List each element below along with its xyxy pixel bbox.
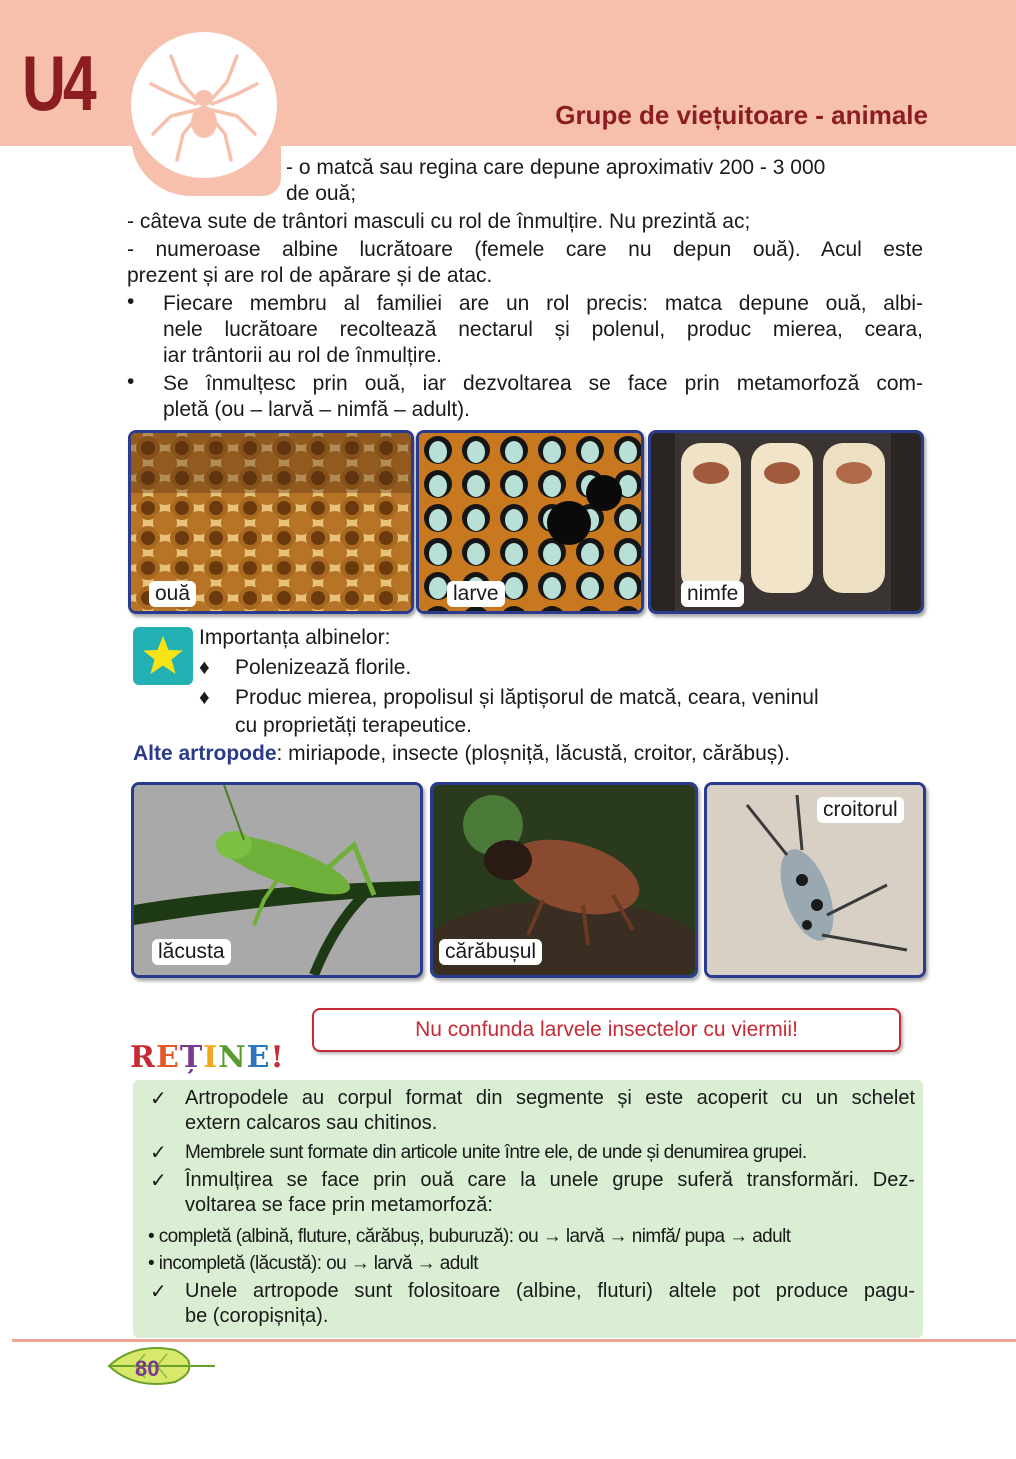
drones-line: - câteva sute de trântori masculi cu rol de înmulțire. Nu prezintă ac; [127, 210, 751, 233]
bullet-2-line-1: Se înmulțesc prin ouă, iar dezvoltarea se face prin metamorfoză com- [163, 372, 923, 395]
importance-title: Importanța albinelor: [199, 626, 391, 649]
retine-letter: E [246, 1040, 271, 1075]
summary-item-4-line-1: Unele artropode sunt folositoare (albine, fluturi) altele pot produce pagu- [185, 1280, 915, 1302]
bullet-symbol: • [127, 290, 135, 313]
other-arthropods-label: Alte artropode [133, 742, 277, 765]
check-icon: ✓ [150, 1170, 167, 1192]
warning-box: Nu confunda larvele insectelor cu viermii! [312, 1008, 901, 1052]
diamond-bullet: ♦ [199, 686, 210, 709]
metamorphosis-complete: • completă (albină, fluture, cărăbuș, buburuză): ou → larvă → nimfă/ pupa → adult [148, 1226, 791, 1247]
other-arthropods-text: : miriapode, insecte (ploșniță, lăcustă, croitor, cărăbuș). [276, 742, 791, 765]
other-arthropods [133, 742, 790, 766]
unit-number: U4 [22, 39, 94, 127]
summary-item-4-line-2: be (coropișnița). [185, 1305, 329, 1327]
bullet-1-line-3: iar trântorii au rol de înmulțire. [163, 344, 442, 367]
summary-item-2: Membrele sunt formate din articole unite între ele, de unde și denumirea grupei. [185, 1142, 807, 1163]
workers-line-1: - numeroase albine lucrătoare (femele care nu depun ouă). Acul este [127, 238, 923, 261]
photo-label-eggs: ouă [149, 581, 196, 607]
summary-item-3-line-2: voltarea se face prin metamorfoză: [185, 1194, 493, 1216]
diamond-bullet: ♦ [199, 656, 210, 679]
summary-item-3-line-1: Înmulțirea se face prin ouă care la unele grupe suferă transformări. Dez- [185, 1169, 915, 1191]
summary-item-1-line-1: Artropodele au corpul format din segmente și este acoperit cu un schelet [185, 1087, 915, 1109]
photo-larvae [416, 430, 644, 614]
photo-label-larvae: larve [447, 581, 505, 607]
importance-item-2: Produc mierea, propolisul și lăptișorul de matcă, ceara, veninul [235, 686, 819, 709]
spider-icon [141, 42, 267, 168]
photo-label-pupae: nimfe [681, 581, 744, 607]
importance-item-3: cu proprietăți terapeutice. [235, 714, 472, 737]
bullet-symbol: • [127, 370, 135, 393]
queen-line-1: - o matcă sau regina care depune aproximativ 200 - 3 000 [286, 156, 826, 179]
bullet-1-line-1: Fiecare membru al familiei are un rol precis: matca depune ouă, albi- [163, 292, 923, 315]
star-badge [133, 627, 193, 685]
retine-letter: E [155, 1040, 180, 1075]
check-icon: ✓ [150, 1142, 167, 1164]
footer-line [12, 1339, 1016, 1342]
page-title: Grupe de viețuitoare - animale [555, 100, 928, 130]
retine-letter: ! [270, 1040, 285, 1075]
photo-label-grasshopper: lăcusta [152, 939, 231, 965]
summary-item-1-line-2: extern calcaros sau chitinos. [185, 1112, 438, 1134]
bullet-2-line-2: pletă (ou – larvă – nimfă – adult). [163, 398, 471, 421]
photo-eggs [128, 430, 414, 614]
photo-pupae [648, 430, 924, 614]
photo-label-longhorn-beetle: croitorul [817, 797, 904, 823]
check-icon: ✓ [150, 1281, 167, 1303]
queen-line-2: de ouă; [286, 182, 357, 205]
workers-line-2: prezent și are rol de apărare și de atac. [127, 264, 493, 287]
retine-letter: I [203, 1040, 219, 1075]
photo-cockchafer [430, 782, 698, 978]
retine-letter: Ț [179, 1040, 204, 1075]
bullet-1-line-2: nele lucrătoare recoltează nectarul și polenul, produc mierea, ceara, [163, 318, 923, 341]
leaf-icon [105, 1344, 217, 1388]
photo-label-cockchafer: cărăbușul [439, 939, 542, 965]
photo-grasshopper [131, 782, 423, 978]
photo-longhorn-beetle [704, 782, 926, 978]
importance-item-1: Polenizează florile. [235, 656, 412, 679]
retine-heading [130, 1040, 285, 1075]
check-icon: ✓ [150, 1088, 167, 1110]
star-icon [133, 627, 193, 685]
metamorphosis-incomplete: • incompletă (lăcustă): ou → larvă → adult [148, 1253, 478, 1274]
retine-letter: R [130, 1040, 156, 1075]
page-number: 80 [135, 1356, 160, 1381]
retine-letter: N [218, 1040, 247, 1075]
